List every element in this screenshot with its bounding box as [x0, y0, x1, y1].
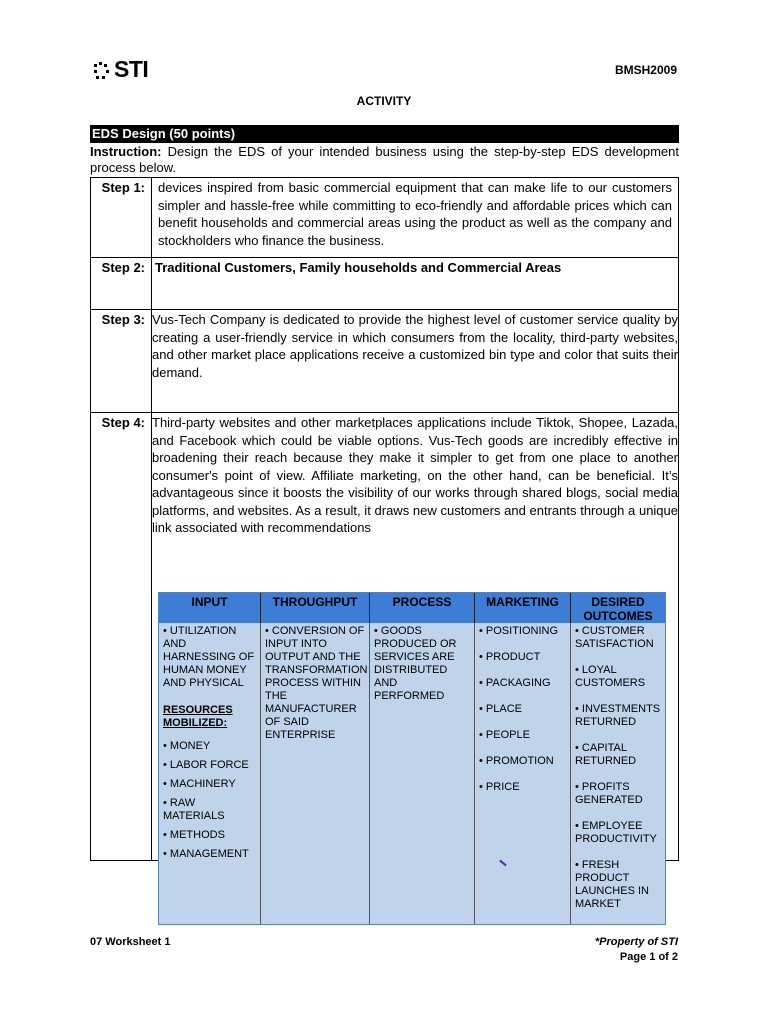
- marketing-item: • PRODUCT: [479, 651, 541, 663]
- input-text: • UTILIZATION AND HARNESSING OF HUMAN MONEY AND PHYSICAL: [163, 625, 255, 689]
- step-label: Step 3:: [91, 310, 152, 413]
- step-text: Traditional Customers, Family households and Commercial Areas: [152, 258, 679, 310]
- throughput-text: • CONVERSION OF INPUT INTO OUTPUT AND THE TRANSFORMATION PROCESS WITHIN THE MANUFACTURER OF SAID ENTERPRISE: [265, 625, 368, 741]
- eds-header-throughput: THROUGHPUT: [261, 593, 370, 623]
- eds-input-column: [159, 623, 261, 924]
- step-row: [91, 178, 679, 258]
- step-row: [91, 258, 679, 310]
- course-code: BMSH2009: [614, 63, 677, 77]
- step-label: Step 4:: [91, 413, 152, 861]
- eds-diagram: [158, 592, 666, 925]
- eds-body: [159, 623, 665, 924]
- marketing-item: • PROMOTION: [479, 755, 554, 767]
- eds-header-outcomes: DESIRED OUTCOMES: [583, 595, 653, 623]
- eds-header-process: PROCESS: [370, 593, 475, 623]
- outcome-item: • CAPITAL RETURNED: [575, 742, 637, 767]
- step-label: Step 2:: [91, 258, 152, 310]
- eds-throughput-column: [261, 623, 370, 924]
- outcome-item: • EMPLOYEE PRODUCTIVITY: [575, 820, 657, 845]
- instruction-text: Design the EDS of your intended business using the step-by-step EDS development process below.: [90, 144, 679, 175]
- marketing-item: • PRICE: [479, 781, 520, 793]
- step-row: [91, 310, 679, 413]
- eds-header-row: [159, 593, 665, 623]
- outcome-item: • INVESTMENTS RETURNED: [575, 703, 661, 728]
- eds-header-marketing: MARKETING: [475, 593, 571, 623]
- eds-header-input: INPUT: [159, 593, 261, 623]
- marketing-item: • PEOPLE: [479, 729, 530, 741]
- step-label: Step 1:: [91, 178, 152, 258]
- resources-list: [163, 740, 256, 861]
- step-text: devices inspired from basic commercial equipment that can make life to our customers simpler and hassle-free while committing to eco-friendly and affordable prices which can benefit households and commercial areas using the product as well as the company and stockholders who finance the business.: [152, 178, 679, 258]
- resource-item: • RAW MATERIALS: [163, 797, 225, 822]
- resource-item: • MONEY: [163, 740, 211, 752]
- footer-worksheet: 07 Worksheet 1: [90, 936, 171, 948]
- outcome-item: • LOYAL CUSTOMERS: [575, 664, 646, 689]
- resource-item: • METHODS: [163, 829, 225, 841]
- eds-marketing-column: [475, 623, 571, 924]
- instruction-label: Instruction:: [90, 144, 162, 159]
- marketing-item: • PLACE: [479, 703, 522, 715]
- footer-property: *Property of STI: [594, 936, 678, 948]
- outcome-item: • PROFITS GENERATED: [575, 781, 643, 806]
- resource-item: • MACHINERY: [163, 778, 236, 790]
- outcome-item: • CUSTOMER SATISFACTION: [575, 625, 654, 650]
- page-number: Page 1 of 2: [619, 951, 678, 963]
- section-heading: EDS Design (50 points): [90, 125, 679, 143]
- marketing-item: • PACKAGING: [479, 677, 551, 689]
- eds-process-column: [370, 623, 475, 924]
- resources-label: RESOURCES MOBILIZED:: [163, 704, 233, 729]
- step-text: Vus-Tech Company is dedicated to provide the highest level of customer service quality by creating a user-friendly service in which consumers from the locality, third-party websites, and other market place applications receive a customized bin type and color that suits their demand.: [152, 310, 679, 413]
- marketing-item: • POSITIONING: [479, 625, 559, 637]
- sti-logo: [92, 56, 148, 83]
- resource-item: • LABOR FORCE: [163, 759, 249, 771]
- instruction: [90, 144, 679, 176]
- logo-text: STI: [114, 56, 149, 82]
- sti-logo-icon: [92, 60, 112, 80]
- resource-item: • MANAGEMENT: [163, 848, 249, 860]
- outcome-item: • FRESH PRODUCT LAUNCHES IN MARKET: [575, 859, 649, 910]
- process-text: • GOODS PRODUCED OR SERVICES ARE DISTRIBUTED AND PERFORMED: [374, 625, 457, 702]
- step-text: Third-party websites and other marketplaces applications include Tiktok, Shopee, Lazada, and Facebook which could be viable options. Vus-Tech goods are incredibly effective in broadening their reach because they make it simpler to get from one place to another consumer's point of view. Affiliate marketing, on the other hand, can be beneficial. It’s advantageous since it boosts the visibility of our works through shared blogs, social media platforms, and websites. As a result, it draws new customers and entrants through a unique link associated with recommendations: [152, 413, 679, 861]
- page-title: ACTIVITY: [356, 94, 412, 108]
- eds-outcomes-column: [571, 623, 665, 924]
